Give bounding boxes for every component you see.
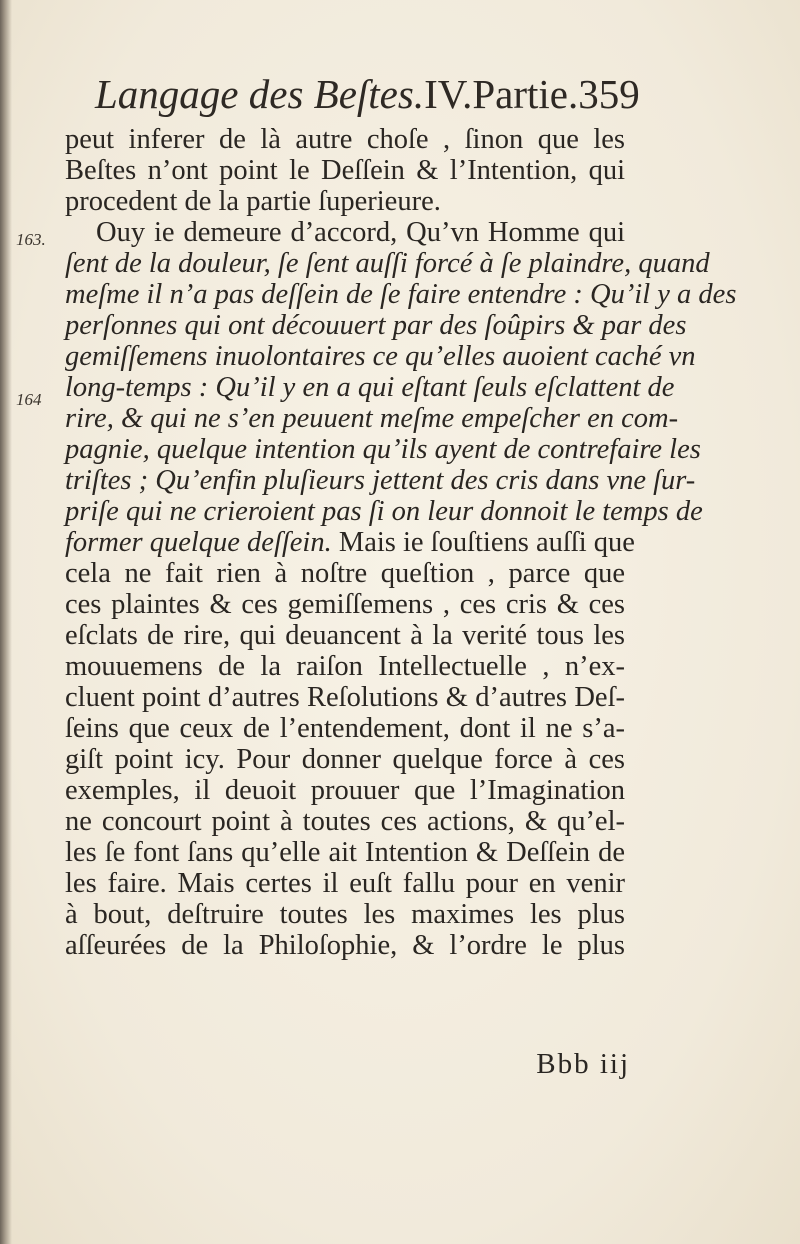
text-line-roman-part: Mais ie ſouſtiens auſſi que: [338, 527, 635, 558]
margin-note-163: 163.: [16, 230, 46, 249]
text-line: procedent de la partie ſuperieure.: [65, 186, 441, 217]
text-line: mouuemens de la raiſon Intellectuelle , n’ex-: [65, 651, 625, 682]
text-line: pagnie, quelque intention qu’ils ayent de contrefaire les: [65, 434, 701, 465]
text-line: Beſtes n’ont point le Deſſein & l’Intention, qui: [65, 155, 625, 186]
text-line: exemples, il deuoit prouuer que l’Imagination: [65, 775, 625, 806]
text-line: meſme il n’a pas deſſein de ſe faire entendre : Qu’il y a des: [65, 279, 737, 310]
margin-note-164: 164: [16, 390, 42, 409]
text-line: triſtes ; Qu’enfin pluſieurs jettent des cris dans vne ſur-: [65, 465, 696, 496]
text-line: aſſeurées de la Philoſophie, & l’ordre le plus: [65, 930, 625, 961]
text-line: Ouy ie demeure d’accord, Qu’vn Homme qui: [96, 217, 625, 248]
body-text: [65, 124, 737, 961]
text-line: eſclats de rire, qui deuancent à la verité tous les: [65, 620, 625, 651]
text-line: priſe qui ne crieroient pas ſi on leur donnoit le temps de: [65, 496, 703, 527]
text-line: ſent de la douleur, ſe ſent auſſi forcé à ſe plaindre, quand: [65, 248, 710, 279]
text-line: gemiſſemens inuolontaires ce qu’elles auoient caché vn: [65, 341, 696, 372]
header-part: IV.Partie.: [424, 71, 579, 117]
text-line: perſonnes qui ont découuert par des ſoûpirs & par des: [65, 310, 687, 341]
text-line-italic-part: former quelque deſſein.: [65, 527, 332, 558]
text-line: long-temps : Qu’il y en a qui eſtant ſeuls eſclattent de: [65, 372, 675, 403]
text-line: ne concourt point à toutes ces actions, & qu’el-: [65, 806, 625, 837]
catchword: Bbb iij: [536, 1048, 630, 1080]
page-number: 359: [578, 71, 640, 117]
text-line: ſeins que ceux de l’entendement, dont il ne s’a-: [65, 713, 625, 744]
text-line: à bout, deſtruire toutes les maximes les plus: [65, 899, 625, 930]
text-line: les faire. Mais certes il euſt fallu pour en venir: [65, 868, 625, 899]
running-header: [95, 66, 735, 122]
text-line: rire, & qui ne s’en peuuent meſme empeſcher en com-: [65, 403, 679, 434]
binding-gutter: [0, 0, 12, 1244]
text-line: [65, 527, 635, 558]
text-line: cluent point d’autres Reſolutions & d’autres Deſ-: [65, 682, 625, 713]
text-line: les ſe font ſans qu’elle ait Intention & Deſſein de: [65, 837, 625, 868]
text-line: cela ne fait rien à noſtre queſtion , parce que: [65, 558, 625, 589]
header-title: Langage des Beſtes.: [95, 71, 425, 117]
text-line: giſt point icy. Pour donner quelque force à ces: [65, 744, 625, 775]
text-line: peut inferer de là autre choſe , ſinon que les: [65, 124, 625, 155]
text-line: ces plaintes & ces gemiſſemens , ces cris & ces: [65, 589, 625, 620]
